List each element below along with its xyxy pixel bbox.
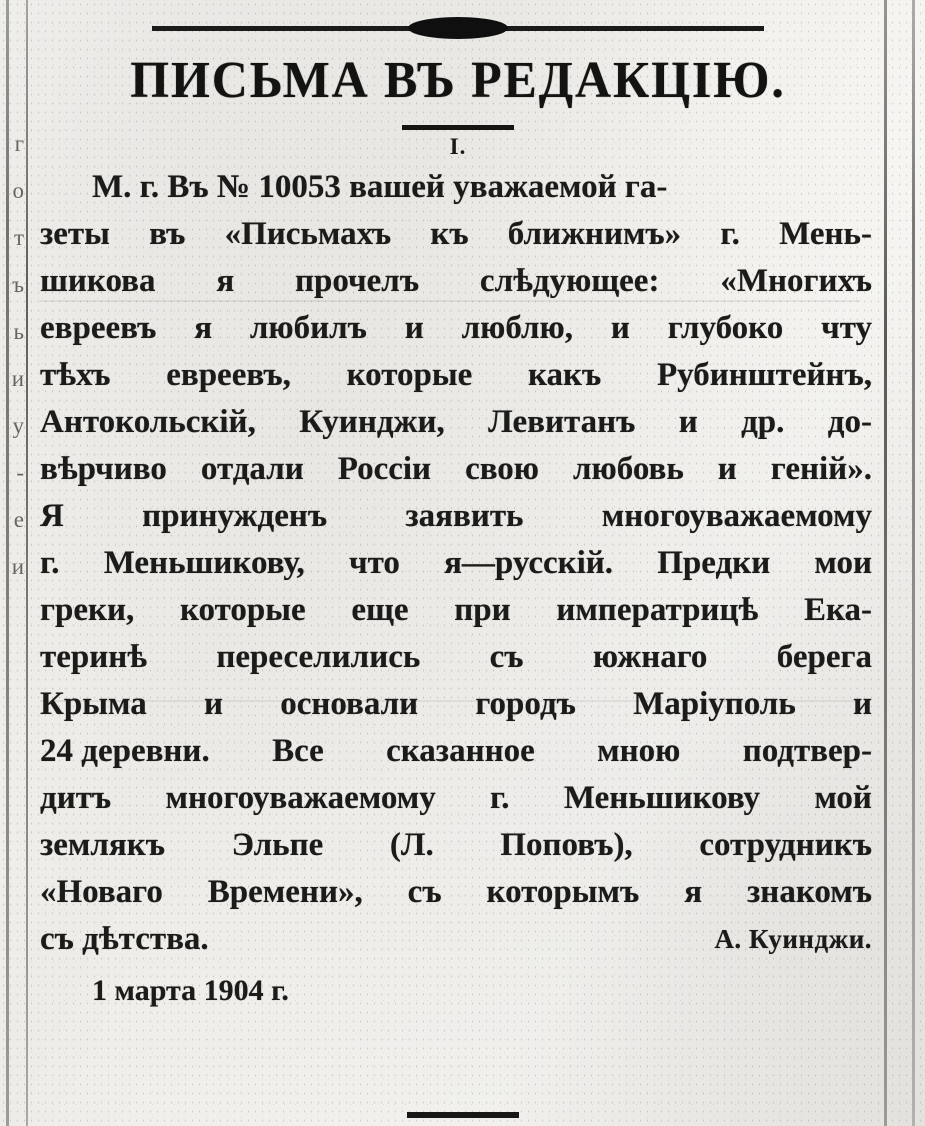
word: люблю, <box>461 309 574 346</box>
word: Маріуполь <box>633 685 796 722</box>
word: и <box>678 403 698 440</box>
body-line <box>40 728 872 775</box>
word: глубоко <box>667 309 784 346</box>
word: и <box>404 309 424 346</box>
word: Я <box>40 497 64 534</box>
edge-fragment: г <box>14 131 22 156</box>
word: какъ <box>528 356 602 393</box>
section-number: I. <box>449 133 467 159</box>
body-line <box>40 587 872 634</box>
edge-fragment: е <box>13 507 22 532</box>
word: вѣрчиво <box>40 450 167 487</box>
word: берега <box>776 638 872 675</box>
word: евреевъ, <box>166 356 291 393</box>
word: Антокольскій, <box>40 403 256 440</box>
word: мною <box>597 732 681 769</box>
word: шикова <box>40 262 156 299</box>
word: греки, <box>40 591 135 628</box>
word: я <box>216 262 235 299</box>
word: императрицѣ <box>556 591 759 628</box>
body-line-text: М. г. Въ № 10053 вашей уважаемой га- <box>92 168 668 205</box>
edge-fragment: о <box>12 178 22 203</box>
word: (Л. <box>389 826 434 863</box>
edge-fragment: ь <box>13 319 22 344</box>
word: любилъ <box>249 309 367 346</box>
title-underline-rule <box>402 125 514 130</box>
body-line <box>40 869 872 916</box>
word: «Новаго <box>40 873 163 910</box>
body-line <box>40 258 872 305</box>
word: многоуважаемому <box>601 497 872 534</box>
edge-fragment: и <box>11 554 22 579</box>
word: Левитанъ <box>488 403 636 440</box>
body-line-with-signature <box>40 916 872 963</box>
edge-fragment: и <box>11 366 22 391</box>
column-rule-left-inner <box>26 0 28 1126</box>
word: которые <box>179 591 306 628</box>
page-title: ПИСЬМА ВЪ РЕДАКЦІЮ. <box>130 52 786 109</box>
body-line <box>40 164 872 211</box>
word: прочелъ <box>295 262 420 299</box>
word: и <box>852 685 872 722</box>
word: подтвер- <box>742 732 872 769</box>
word: Ека- <box>803 591 872 628</box>
bottom-ornament-rule <box>407 1112 519 1118</box>
column-rule-right-outer <box>912 0 915 1126</box>
word: слѣдующее: <box>479 262 660 299</box>
word: Поповъ), <box>500 826 633 863</box>
word: евреевъ <box>40 309 157 346</box>
body-line <box>40 540 872 587</box>
word: и <box>204 685 224 722</box>
word: дитъ <box>40 779 112 816</box>
word: Предки <box>657 544 771 581</box>
word: до- <box>827 403 872 440</box>
word: переселились <box>216 638 421 675</box>
word: геній». <box>770 450 872 487</box>
word: Времени», <box>207 873 363 910</box>
body-line <box>40 211 872 258</box>
body-line <box>40 634 872 681</box>
word: къ <box>430 215 469 252</box>
word: южнаго <box>592 638 708 675</box>
ornament-diamond-icon <box>408 17 508 39</box>
word: которымъ <box>486 873 640 910</box>
word: знакомъ <box>747 873 872 910</box>
word: 24 деревни. <box>40 732 210 769</box>
word: Куинджи, <box>299 403 445 440</box>
author-signature: А. Куинджи. <box>714 923 872 954</box>
word: съ <box>489 638 524 675</box>
word: и <box>717 450 737 487</box>
word: Крыма <box>40 685 147 722</box>
body-line-text: съ дѣтства. <box>40 920 209 957</box>
word: я <box>684 873 703 910</box>
adjacent-column-fragments <box>0 120 24 590</box>
word: Россіи <box>337 450 432 487</box>
edge-fragment: - <box>16 460 22 485</box>
body-line <box>40 493 872 540</box>
body-line <box>40 775 872 822</box>
word: тѣхъ <box>40 356 111 393</box>
word: «Многихъ <box>720 262 872 299</box>
word: сотрудникъ <box>699 826 872 863</box>
word: чту <box>821 309 872 346</box>
body-line <box>40 681 872 728</box>
word: еще <box>351 591 409 628</box>
word: и <box>610 309 630 346</box>
word: сказанное <box>386 732 535 769</box>
word: въ <box>149 215 186 252</box>
word: съ <box>407 873 442 910</box>
word: зеты <box>40 215 110 252</box>
word: г. <box>490 779 510 816</box>
word: Меньшикову <box>563 779 761 816</box>
word: многоуважаемому <box>165 779 436 816</box>
word: ближнимъ» <box>507 215 682 252</box>
word: др. <box>741 403 785 440</box>
word: свою <box>465 450 540 487</box>
word: я <box>194 309 213 346</box>
word: землякъ <box>40 826 166 863</box>
body-line <box>40 822 872 869</box>
word: я—русскій. <box>444 544 614 581</box>
word: теринѣ <box>40 638 148 675</box>
word: что <box>348 544 400 581</box>
edge-fragment: у <box>12 413 22 438</box>
word: отдали <box>200 450 304 487</box>
word: заявить <box>405 497 524 534</box>
word: которые <box>346 356 473 393</box>
word: мои <box>814 544 872 581</box>
word: Рубинштейнъ, <box>657 356 872 393</box>
article-body <box>40 164 872 1013</box>
word: Мень- <box>779 215 872 252</box>
edge-fragment: ъ <box>12 272 22 297</box>
body-line <box>40 305 872 352</box>
word: г. <box>40 544 60 581</box>
dateline: 1 марта 1904 г. <box>92 973 289 1007</box>
column-rule-right-inner <box>884 0 887 1126</box>
word: «Письмахъ <box>224 215 392 252</box>
word: Все <box>272 732 324 769</box>
article-column <box>34 0 882 1126</box>
word: Эльпе <box>231 826 324 863</box>
body-line <box>40 446 872 493</box>
word: Меньшикову, <box>103 544 305 581</box>
body-line <box>40 399 872 446</box>
edge-fragment: т <box>13 225 22 250</box>
word: мой <box>814 779 872 816</box>
body-line <box>40 352 872 399</box>
word: принужденъ <box>142 497 328 534</box>
word: г. <box>720 215 740 252</box>
top-ornament-rule <box>152 16 764 40</box>
word: городъ <box>475 685 576 722</box>
word: любовь <box>573 450 684 487</box>
word: при <box>454 591 511 628</box>
word: основали <box>280 685 419 722</box>
